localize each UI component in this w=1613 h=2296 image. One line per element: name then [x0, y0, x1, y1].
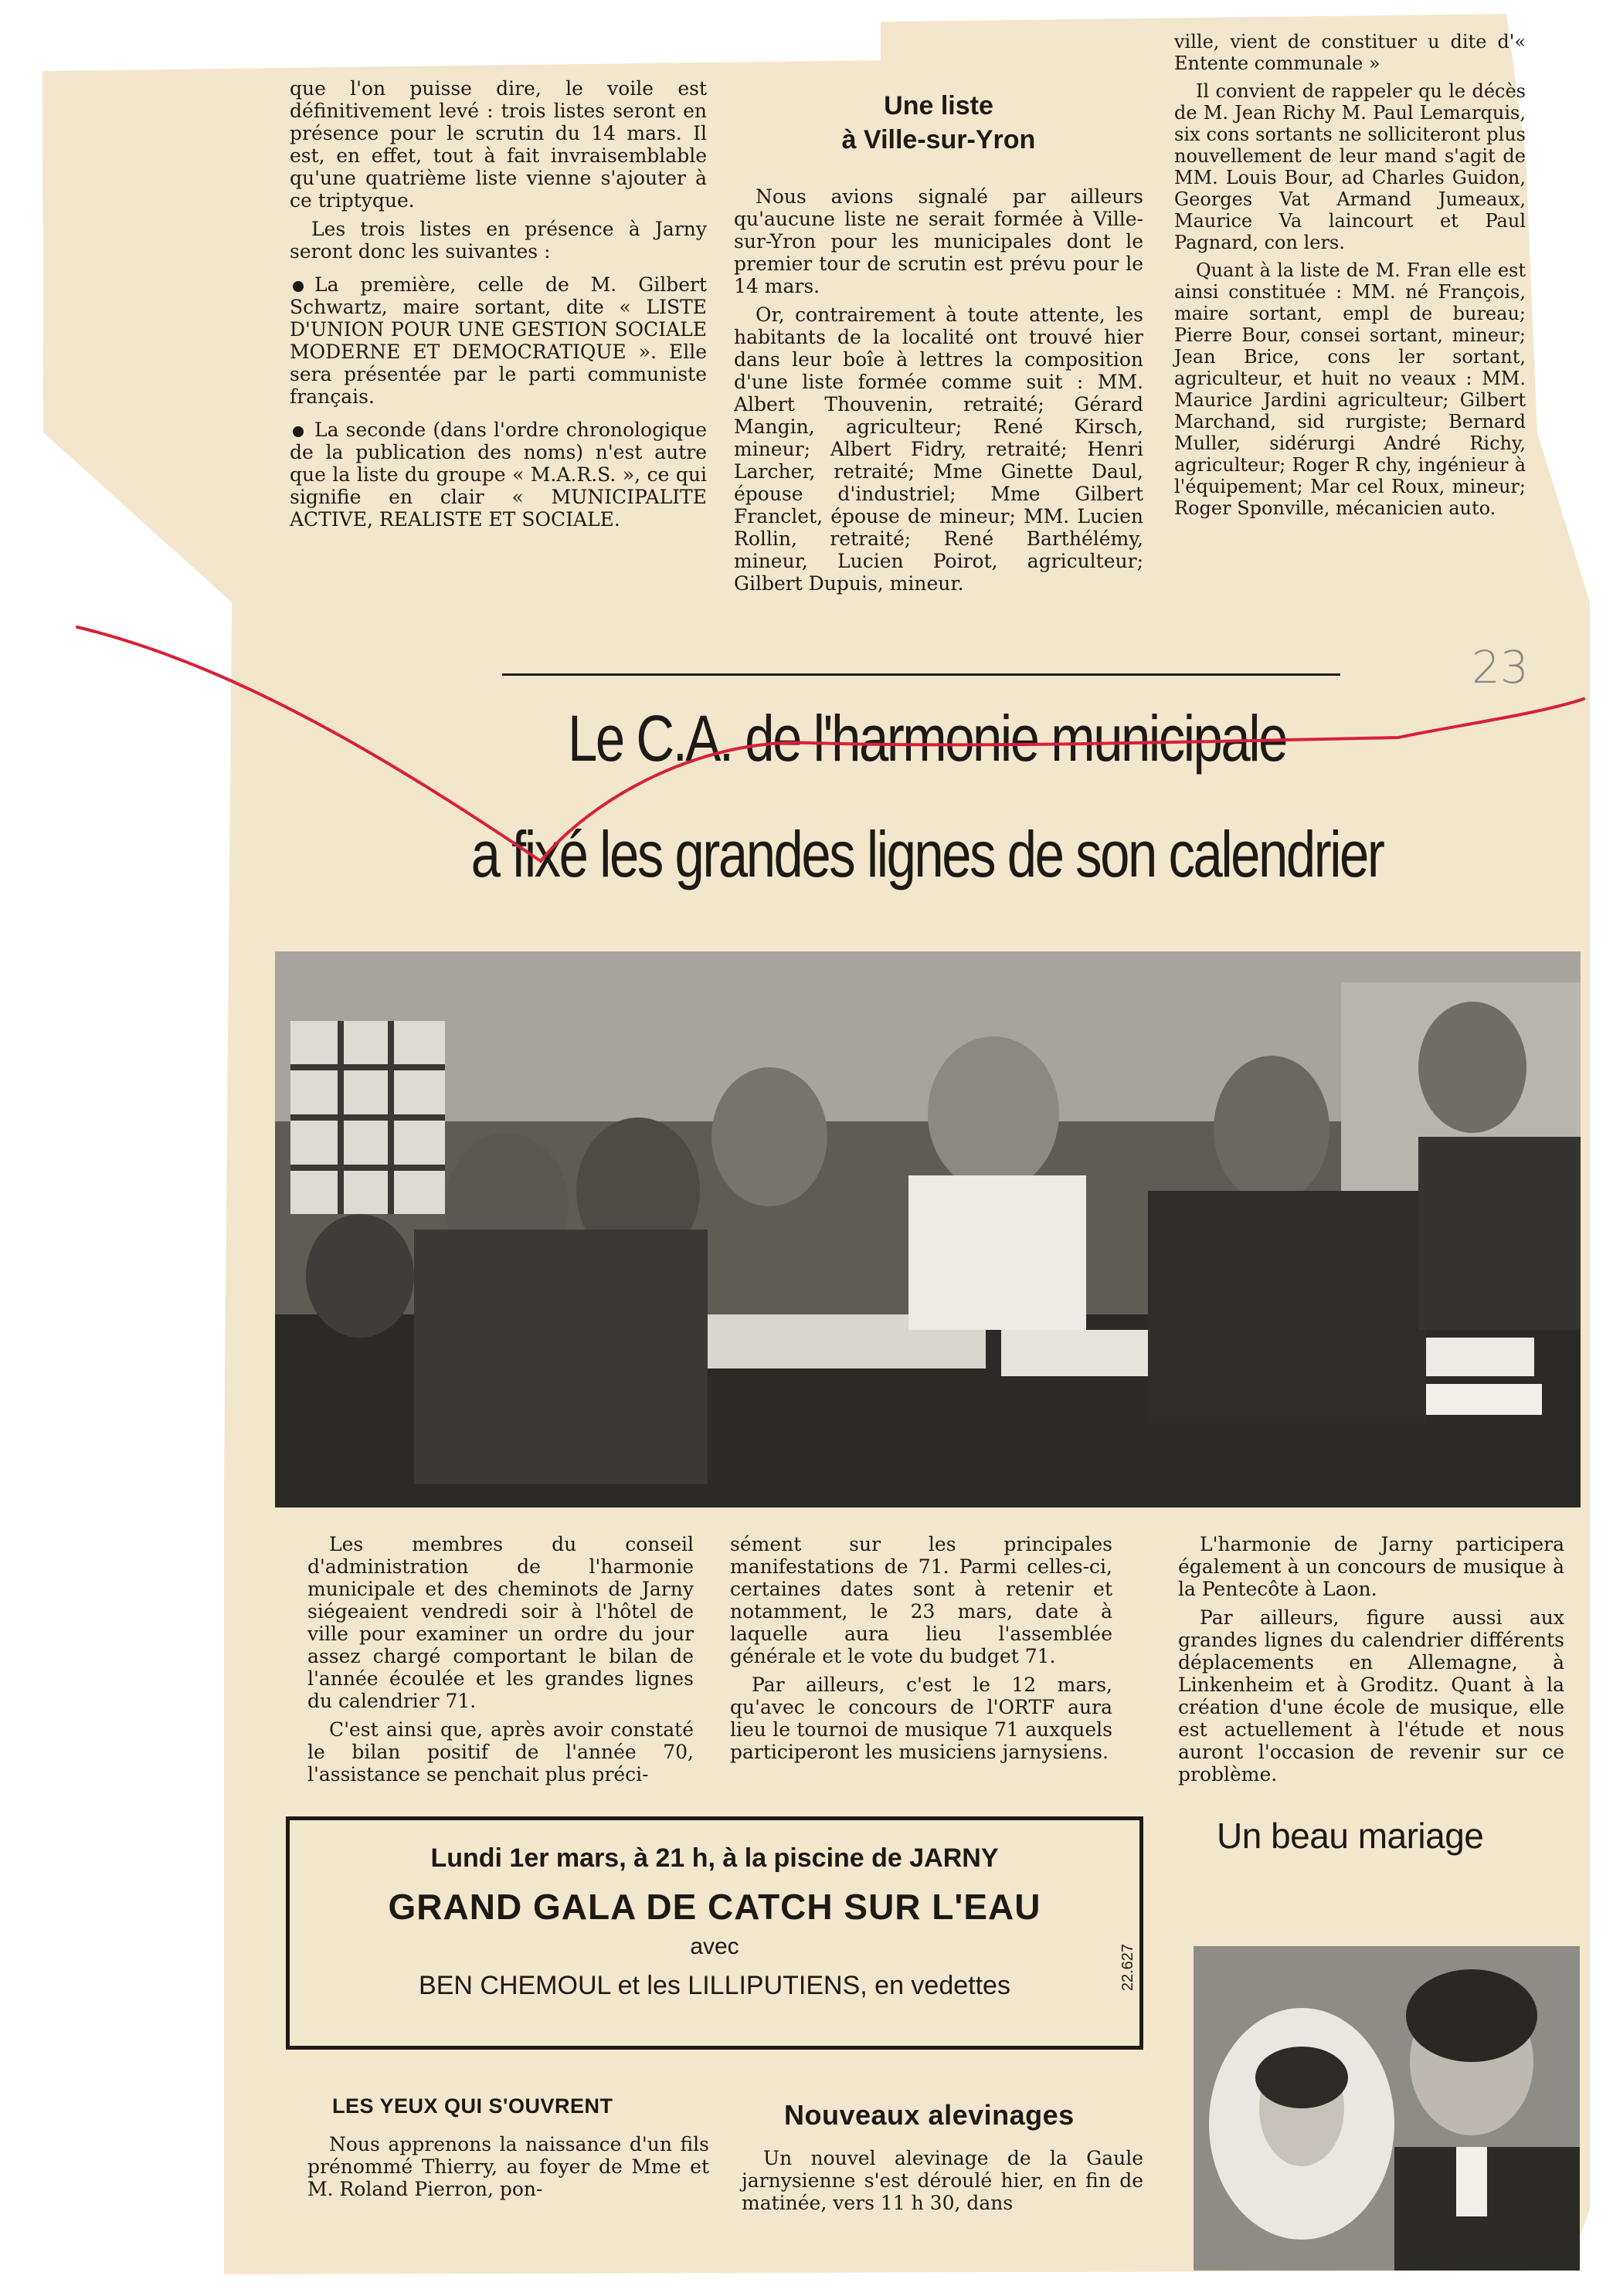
col2-heading — [734, 89, 1143, 157]
ad-line3: avec — [690, 1934, 739, 1959]
meeting-photo-image — [275, 951, 1581, 1507]
yeux-text — [307, 2133, 709, 2206]
col2-heading-line2: à Ville-sur-Yron — [841, 125, 1036, 154]
col1-bullet-text: La seconde (dans l'ordre chronologique de la publication des noms) n'est autre que la liste du groupe « M.A.R.S. », ce qui signifie en clair « MUNICIPALITE ACTIVE, REALISTE ET SOCIALE. — [290, 419, 707, 531]
ad-line1: Lundi 1er mars, à 21 h, à la piscine de JARNY — [430, 1843, 999, 1873]
col3-paragraph: ville, vient de constituer u dite d'« Entente communale » — [1174, 31, 1526, 74]
headline-line1: Le C.A. de l'harmonie municipale — [568, 702, 1286, 775]
alevinage-paragraph: Un nouvel alevinage de la Gaule jarnysienne s'est déroulé hier, en fin de matinée, vers 11 h 30, dans — [742, 2147, 1143, 2214]
col2-text — [734, 185, 1143, 601]
wedding-photo-image — [1194, 1946, 1580, 2271]
ad-line2: GRAND GALA DE CATCH SUR L'EAU — [388, 1887, 1041, 1927]
article-col2 — [730, 1533, 1112, 1769]
article-paragraph: sément sur les principales manifestations de 71. Parmi celles-ci, certaines dates sont à retenir et notamment, le 23 mars, date à laquelle aura lieu l'assemblée générale et le vote du budget 71. — [730, 1533, 1112, 1667]
col3-text — [1174, 31, 1526, 525]
alevinage-text — [742, 2147, 1143, 2220]
yeux-paragraph: Nous apprenons la naissance d'un fils prénommé Thierry, au foyer de Mme et M. Roland Pierron, pon- — [307, 2133, 709, 2200]
col1-paragraph — [290, 419, 707, 531]
col1-paragraph — [290, 273, 707, 408]
article-col1 — [307, 1533, 694, 1792]
article-paragraph: L'harmonie de Jarny participera également à un concours de musique à la Pentecôte à Laon. — [1178, 1533, 1564, 1600]
col3-paragraph: Il convient de rappeler qu le décès de M. Jean Richy M. Paul Lemarquis, six cons sortants ne solliciteront plus nouvellement de leur mand s'agit de MM. Louis Bour, ad Charles Guidon, Georges Vat Armand Jumeaux, Maurice Va laincourt et Paul Pagnard, con lers. — [1174, 80, 1526, 253]
article-paragraph: Par ailleurs, c'est le 12 mars, qu'avec le concours de l'ORTF aura lieu le tournoi de musique 71 auxquels participeront les musiciens jarnysiens. — [730, 1674, 1112, 1763]
section-rule — [502, 673, 1340, 676]
col2-paragraph: Nous avions signalé par ailleurs qu'aucune liste ne serait formée à Ville-sur-Yron pour les municipales dont le premier tour de scrutin est prévu pour le 14 mars. — [734, 185, 1143, 297]
wedding-photo — [1194, 1946, 1580, 2271]
catch-gala-ad — [286, 1816, 1143, 2050]
col2-heading-line1: Une liste — [884, 91, 993, 120]
bullet-icon — [293, 281, 304, 292]
col1-bullet-text: La première, celle de M. Gilbert Schwartz, maire sortant, dite « LISTE D'UNION POUR UNE GESTION SOCIALE MODERNE ET DEMOCRATIQUE ». Elle sera présentée par le parti communiste français. — [290, 273, 707, 408]
article-paragraph: Les membres du conseil d'administration de l'harmonie municipale et des cheminots de Jarny siégeaient vendredi soir à l'hôtel de ville pour examiner un ordre du jour assez chargé comportant le bilan de l'année écoulée et les grandes lignes du calendrier 71. — [307, 1533, 694, 1712]
ad-reference: 22.627 — [1119, 1944, 1136, 1992]
article-col3 — [1178, 1533, 1564, 1792]
headline-line2: a fixé les grandes lignes de son calendrier — [470, 818, 1384, 890]
col1-text — [290, 77, 707, 537]
wedding-heading: Un beau mariage — [1217, 1816, 1484, 1856]
meeting-photo — [275, 951, 1581, 1507]
article-paragraph: Par ailleurs, figure aussi aux grandes lignes du calendrier différents déplacements en Allemagne, à Linkenheim et à Groditz. Quant à la création d'une école de musique, elle est actuellement à l'étude et nous auront l'occasion de revenir sur ce problème. — [1178, 1606, 1564, 1786]
col1-paragraph: que l'on puisse dire, le voile est définitivement levé : trois listes seront en présence pour le scrutin du 14 mars. Il est, en effet, tout à fait invraisemblable qu'une quatrième liste vienne s'ajouter à ce triptyque. — [290, 77, 707, 212]
col3-paragraph: Quant à la liste de M. Fran elle est ainsi constituée : MM. né François, maire sortant, empl de bureau; Pierre Bour, consei sortant, mineur; Jean Brice, cons ler sortant, agriculteur, et huit no veaux : MM. Maurice Jardini agriculteur; Gilbert Marchand, sid rurgiste; Bernard Muller, sidérurgi André Richy, agriculteur; Roger R chy, ingénieur à l'équipement; Mar cel Roux, mineur; Roger Sponville, mécanicien auto. — [1174, 259, 1526, 519]
yeux-heading: LES YEUX QUI S'OUVRENT — [332, 2094, 613, 2118]
col1-paragraph: Les trois listes en présence à Jarny seront donc les suivantes : — [290, 218, 707, 263]
ad-line4: BEN CHEMOUL et les LILLIPUTIENS, en vedettes — [419, 1971, 1010, 2000]
handwritten-note: 23 — [1472, 641, 1529, 694]
article-paragraph: C'est ainsi que, après avoir constaté le bilan positif de l'année 70, l'assistance se penchait plus préci- — [307, 1718, 694, 1786]
col2-paragraph: Or, contrairement à toute attente, les habitants de la localité ont trouvé hier dans leur boîe à lettres la composition d'une liste formée comme suit : MM. Albert Thouvenin, retraité; Gérard Mangin, agriculteur; René Kirsch, mineur; Albert Fidry, retraité; Henri Larcher, retraité; Mme Ginette Daul, épouse d'industriel; Mme Gilbert Franclet, épouse de mineur; MM. Lucien Rollin, retraité; René Barthélémy, mineur, Lucien Poirot, agriculteur; Gilbert Dupuis, mineur. — [734, 304, 1143, 595]
bullet-icon — [293, 426, 304, 437]
alevinage-heading: Nouveaux alevinages — [784, 2099, 1075, 2131]
